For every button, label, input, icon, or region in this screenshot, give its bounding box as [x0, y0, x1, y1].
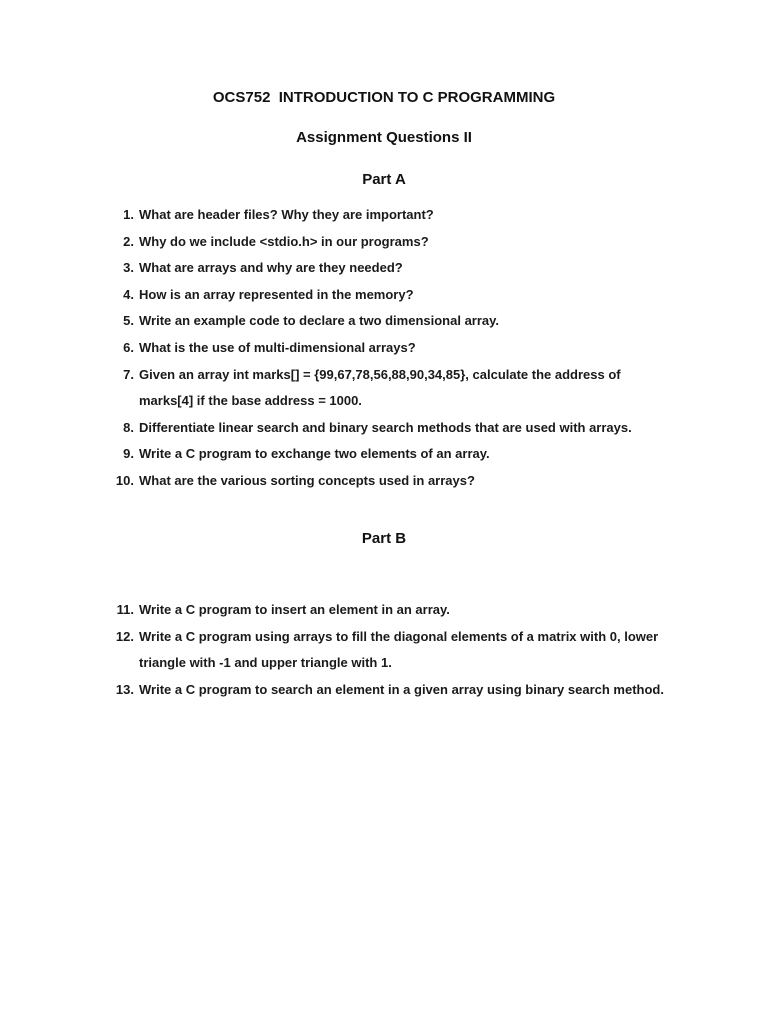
question-item	[110, 441, 670, 468]
part-a-heading: Part A	[362, 171, 406, 188]
question-item	[110, 468, 670, 495]
part-a-question-list	[110, 202, 670, 495]
question-number: 11.	[116, 602, 134, 617]
question-text: Write a C program using arrays to fill the diagonal elements of a matrix with 0, lower triangle with -1 and upper triangle with 1.	[139, 628, 659, 671]
question-number: 4.	[123, 286, 134, 302]
document-title: OCS752 INTRODUCTION TO C PROGRAMMING	[212, 89, 556, 106]
question-number: 13.	[115, 681, 134, 697]
question-text: Differentiate linear search and binary search methods that are used with arrays.	[139, 419, 632, 435]
part-b-question-list	[110, 597, 670, 703]
question-item	[110, 624, 670, 677]
question-text: What is the use of multi-dimensional arrays?	[139, 339, 416, 355]
question-item	[110, 335, 670, 362]
question-text: What are header files? Why they are important?	[139, 207, 434, 222]
question-text: What are arrays and why are they needed?	[139, 260, 403, 276]
question-number: 6.	[123, 339, 134, 355]
question-number: 10.	[115, 472, 134, 488]
question-number: 5.	[123, 313, 134, 329]
question-text: Write a C program to exchange two elements of an array.	[139, 446, 490, 462]
question-text: How is an array represented in the memory?	[139, 286, 414, 302]
question-text: Write an example code to declare a two dimensional array.	[139, 313, 500, 329]
question-item	[110, 597, 670, 624]
question-text: Write a C program to search an element in a given array using binary search method.	[139, 681, 664, 697]
question-item	[110, 282, 670, 309]
question-text: Given an array int marks[] = {99,67,78,56,88,90,34,85}, calculate the address of marks[4] if the base address = 1000.	[139, 366, 621, 409]
document-subtitle: Assignment Questions II	[296, 129, 472, 146]
question-item	[110, 308, 670, 335]
question-text: Why do we include <stdio.h> in our programs?	[139, 233, 429, 249]
question-number: 2.	[123, 233, 134, 249]
question-item	[110, 255, 670, 282]
question-text: What are the various sorting concepts used in arrays?	[139, 472, 475, 488]
question-number: 8.	[123, 419, 134, 435]
question-number: 7.	[123, 366, 134, 382]
question-number: 1.	[123, 207, 134, 222]
question-item	[110, 677, 670, 704]
question-item	[110, 229, 670, 256]
question-number: 12.	[115, 628, 134, 644]
question-number: 3.	[123, 260, 134, 276]
question-item	[110, 202, 670, 229]
question-item	[110, 415, 670, 442]
part-b-heading: Part B	[361, 530, 407, 547]
question-item	[110, 362, 670, 415]
question-number: 9.	[123, 446, 134, 462]
question-text: Write a C program to insert an element in an array.	[139, 602, 450, 617]
